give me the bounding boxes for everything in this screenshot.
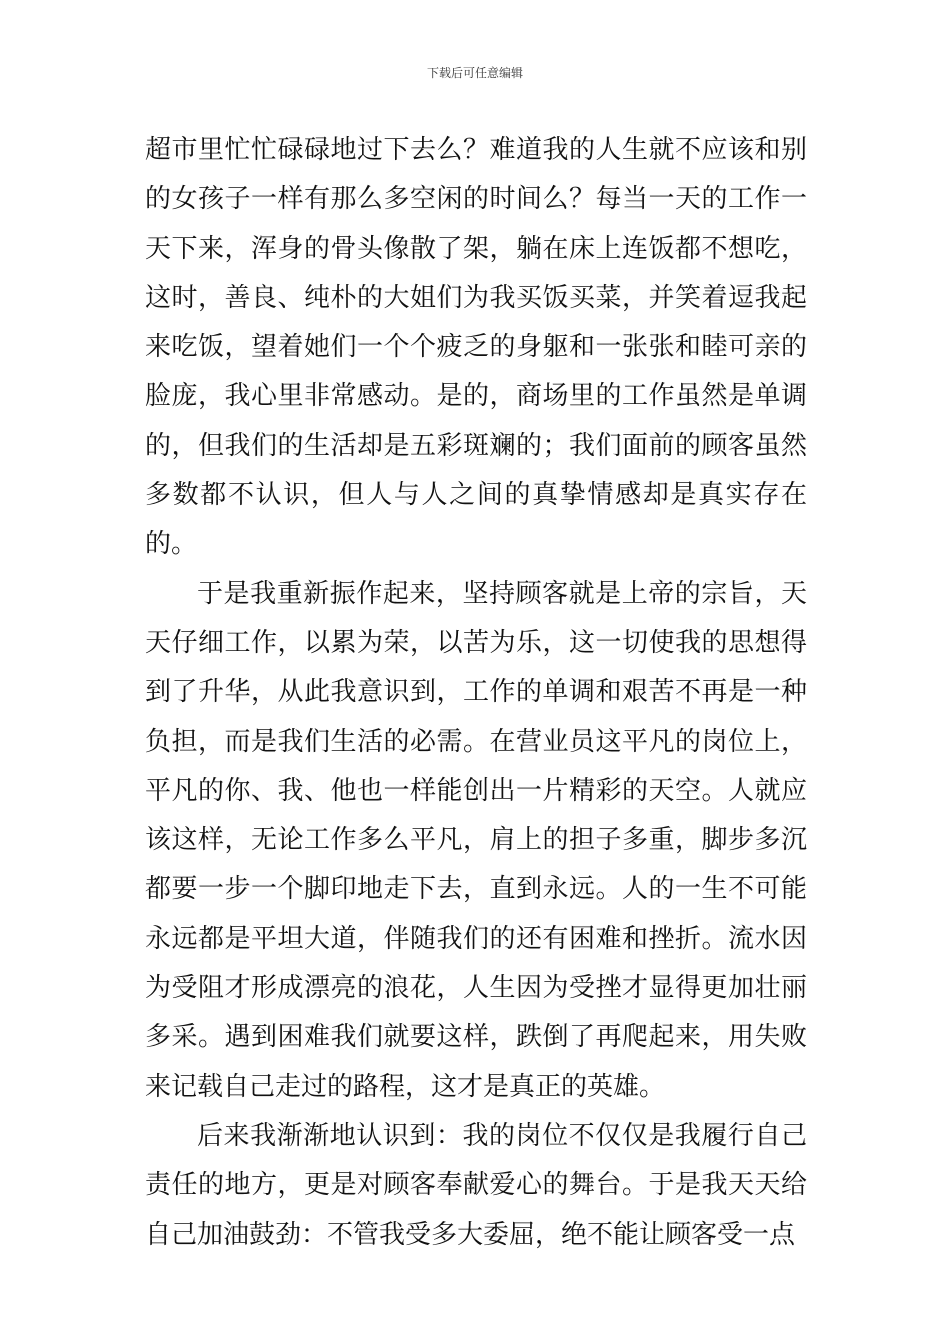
page-header: 下载后可任意编辑 xyxy=(426,66,523,80)
paragraph-2: 于是我重新振作起来，坚持顾客就是上帝的宗旨，天天仔细工作，以累为荣，以苦为乐，这一切使我的思想得到了升华，从此我意识到，工作的单调和艰苦不再是一种负担，而是我们生活的必需。在营业员这平凡的岗位上，平凡的你、我、他也一样能创出一片精彩的天空。人就应该这样，无论工作多么平凡，肩上的担子多重，脚步多沉都要一步一个脚印地走下去，直到永远。人的一生不可能永远都是平坦大道，伴随我们的还有困难和挫折。流水因为受阻才形成漂亮的浪花，人生因为受挫才显得更加壮丽多采。遇到困难我们就要这样，跌倒了再爬起来，用失败来记载自己走过的路程，这才是真正的英雄。 xyxy=(145,578,807,1102)
paragraph-1: 超市里忙忙碌碌地过下去么？难道我的人生就不应该和别的女孩子一样有那么多空闲的时间么？每当一天的工作一天下来，浑身的骨头像散了架，躺在床上连饭都不想吃，这时，善良、纯朴的大姐们为我买饭买菜，并笑着逗我起来吃饭，望着她们一个个疲乏的身躯和一张张和睦可亲的脸庞，我心里非常感动。是的，商场里的工作虽然是单调的，但我们的生活却是五彩斑斓的；我们面前的顾客虽然多数都不认识，但人与人之间的真挚情感却是真实存在的。 xyxy=(145,135,807,560)
document-body xyxy=(145,126,807,1260)
paragraph-3: 后来我渐渐地认识到：我的岗位不仅仅是我履行自己责任的地方，更是对顾客奉献爱心的舞台。于是我天天给自己加油鼓劲：不管我受多大委屈，绝不能让顾客受一点 xyxy=(145,1120,807,1250)
